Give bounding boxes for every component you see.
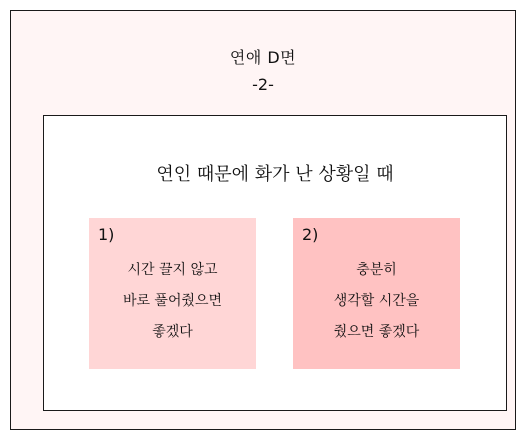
option-1-text: [89, 255, 256, 348]
option-2-card[interactable]: [293, 218, 460, 369]
option-1-card[interactable]: [89, 218, 256, 369]
card-frame: [10, 10, 516, 430]
option-1-number: 1): [98, 225, 115, 244]
option-2-line-3: 줬으면 좋겠다: [333, 324, 420, 340]
option-1-line-1: 시간 끌지 않고: [127, 262, 218, 278]
page-indicator: -2-: [252, 75, 274, 94]
option-2-text: [293, 255, 460, 348]
question-panel: [43, 115, 507, 411]
page-title: 연애 D면: [229, 48, 297, 67]
option-2-line-1: 충분히: [356, 262, 397, 278]
option-2-line-2: 생각할 시간을: [333, 293, 420, 309]
option-2-number: 2): [302, 225, 319, 244]
option-1-line-3: 좋겠다: [152, 324, 193, 340]
question-text: 연인 때문에 화가 난 상황일 때: [156, 164, 394, 185]
option-1-line-2: 바로 풀어줬으면: [122, 293, 223, 309]
